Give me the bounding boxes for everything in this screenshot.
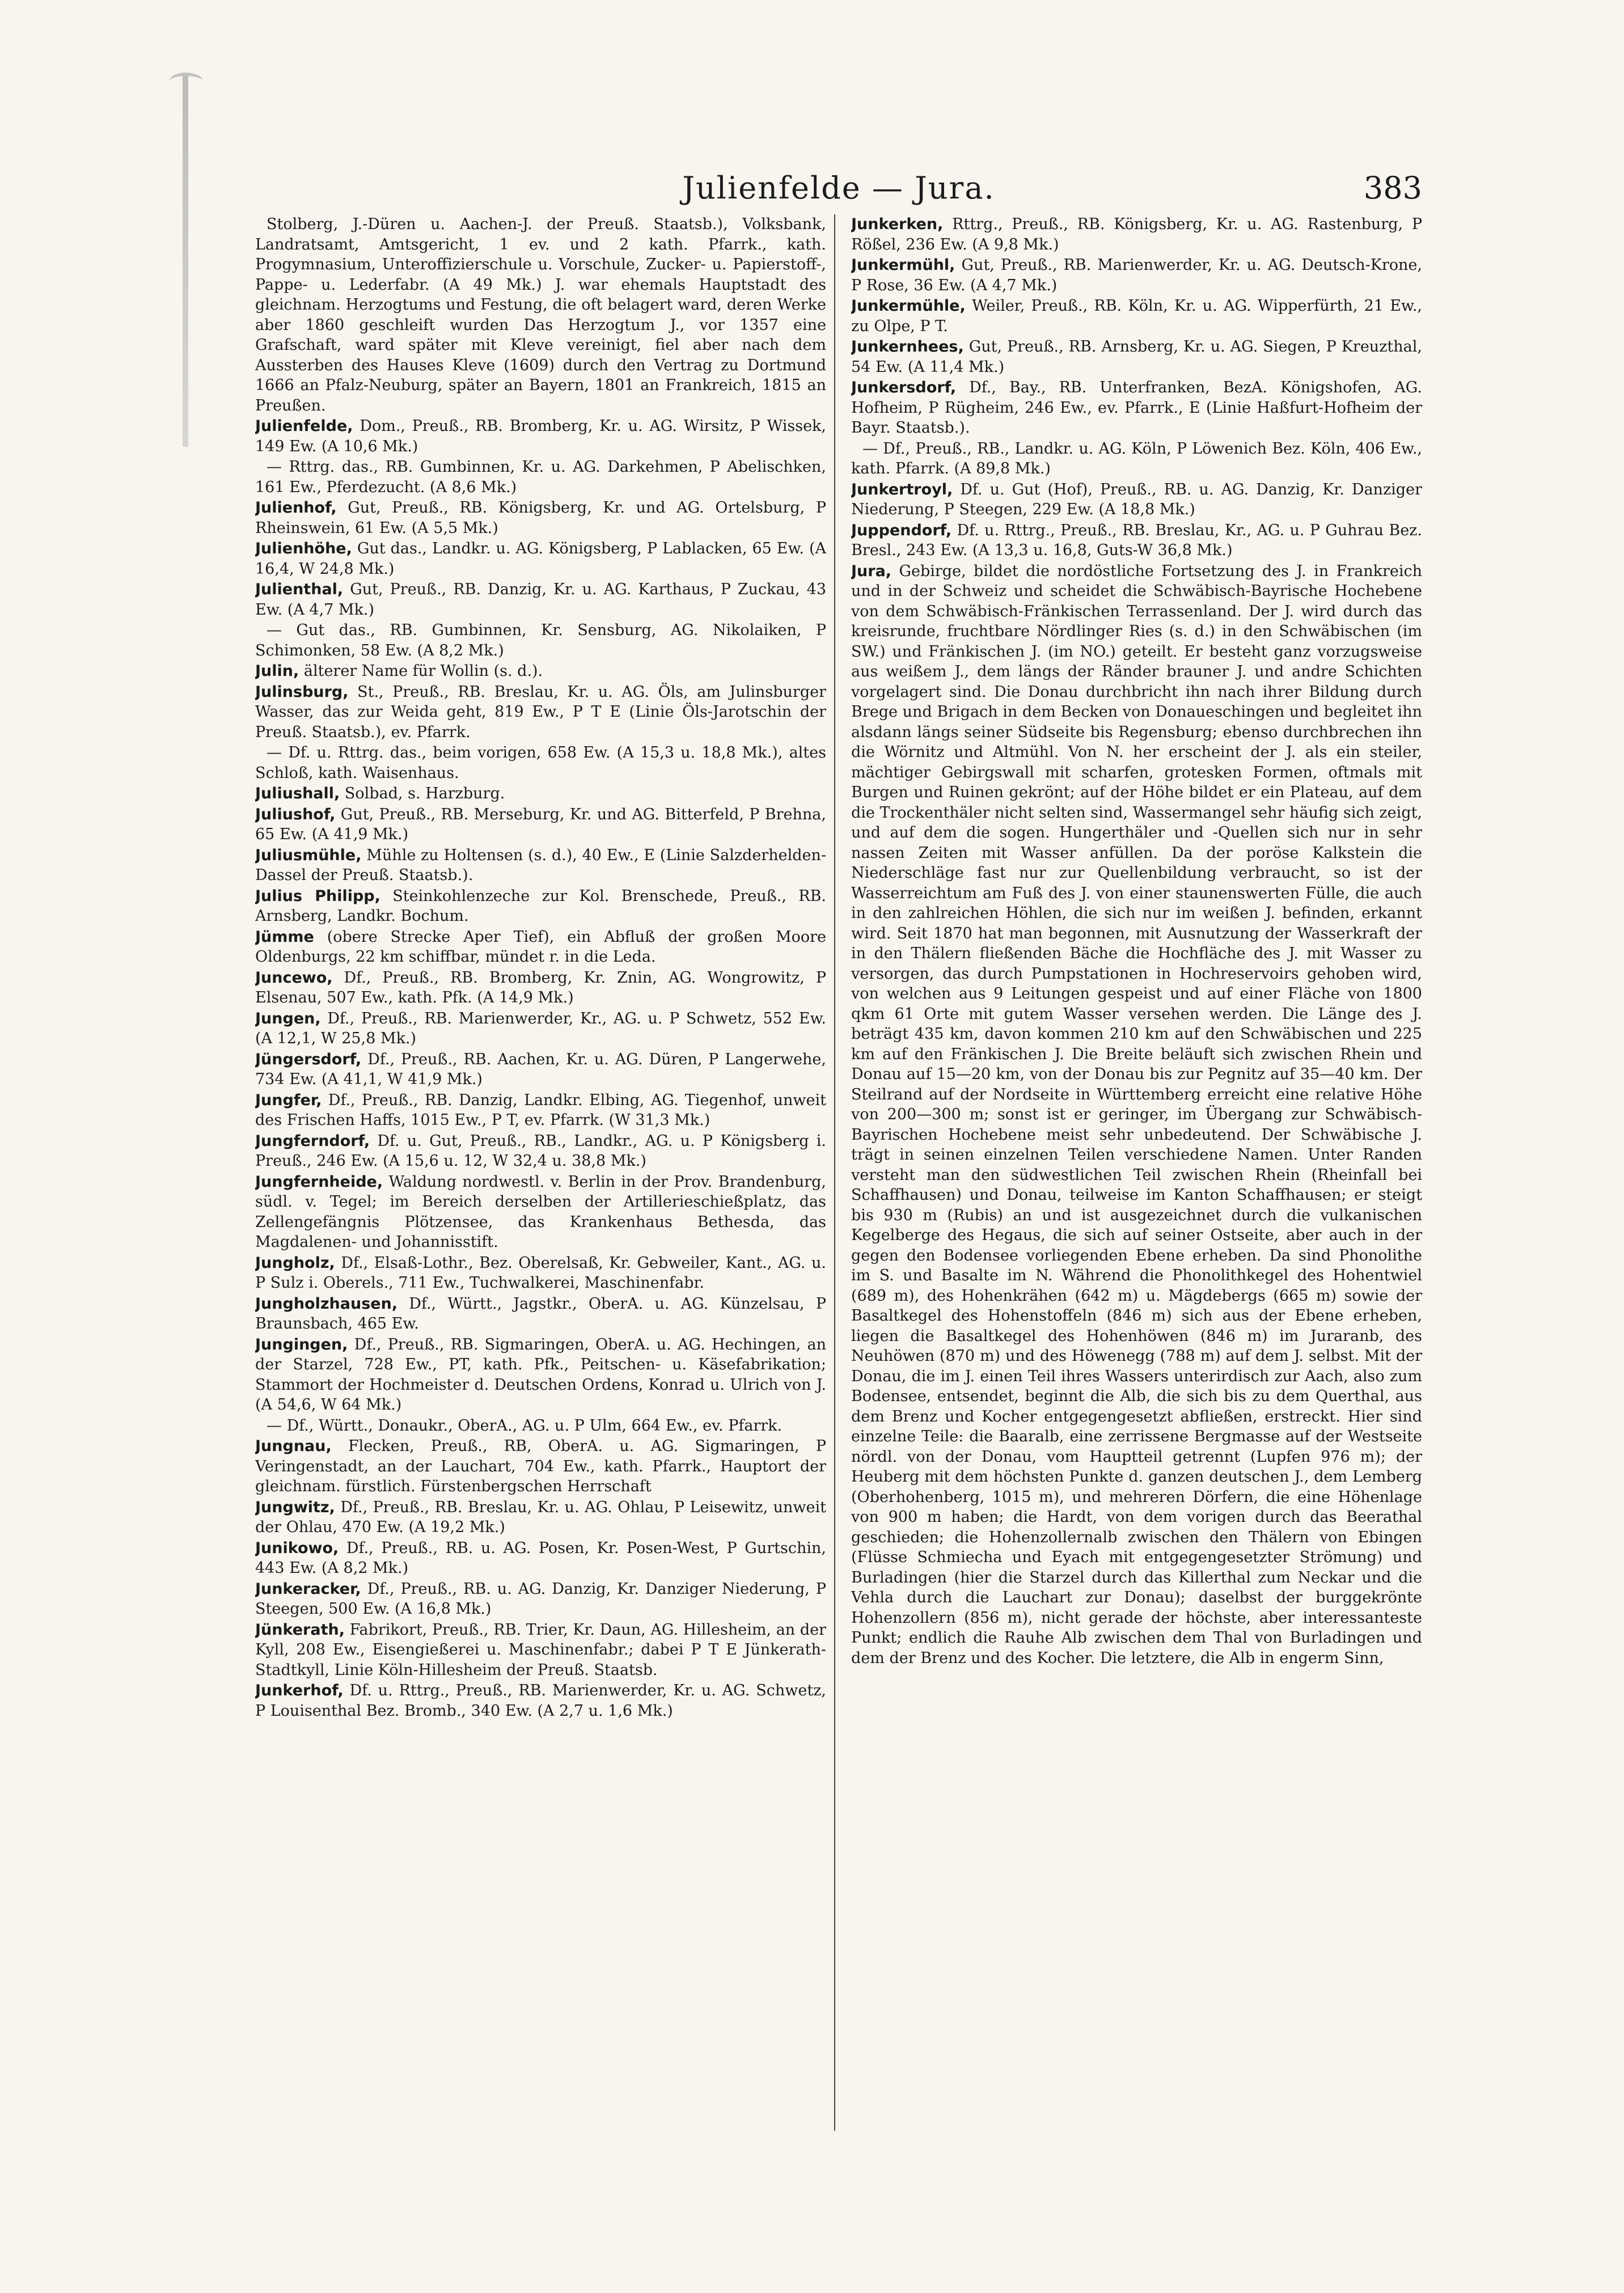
entry-text: — Df., Preuß., RB., Landkr. u. AG. Köln, P Löwenich Bez. Köln, 406 Ew., kath. Pfarrk. (A 89,8 Mk.) bbox=[851, 439, 1422, 477]
scan-edge-mark bbox=[183, 73, 188, 447]
entry-text: Df., Preuß., RB. u. AG. Posen, Kr. Posen-West, P Gurtschin, 443 Ew. (A 8,2 Mk.) bbox=[255, 1539, 826, 1577]
dictionary-entry bbox=[255, 784, 826, 804]
entry-headword: Junkermühl, bbox=[851, 256, 955, 274]
entry-headword: Jünkerath, bbox=[255, 1621, 345, 1639]
entry-text: Df., Württ., Jagstkr., OberA. u. AG. Künzelsau, P Braunsbach, 465 Ew. bbox=[255, 1294, 826, 1332]
entry-headword: Jungholzhausen, bbox=[255, 1294, 398, 1313]
entry-text: Gebirge, bildet die nordöstliche Fortsetzung des J. in Frankreich und in der Schweiz und scheidet die Schwäbisch-Bayrische Hochebene von dem Schwäbisch-Fränkischen Terrassenland. Der J. wird durch das kreisrunde, fruchtbare Nördlinger Ries (s. d.) in den Schwäbischen (im SW.) und Fränkischen J. (im NO.) geteilt. Er besteht ganz vorzugsweise aus weißem J., dem längs der Ränder brauner J. und andre Schichten vorgelagert sind. Die Donau durchbricht ihn nach ihrer Bildung durch Brege und Brigach in dem Becken von Donaueschingen und begleitet ihn alsdann längs seiner Südseite bis Regensburg; ebenso durchbrechen ihn die Wörnitz und Altmühl. Von N. her erscheint der J. als ein steiler, mächtiger Gebirgswall mit scharfen, grotesken Formen, oftmals mit Burgen und Ruinen gekrönt; auf der Höhe bildet er ein Plateau, auf dem die Trockenthäler nicht selten sind, Wassermangel sehr häufig sich zeigt, und auf dem die sogen. Hungerthäler und -Quellen sich nur in sehr nassen Zeiten mit Wasser anfüllen. Da der poröse Kalkstein die Niederschläge fast nur zur Quellenbildung verbraucht, so ist der Wasserreichtum am Fuß des J. von einer staunenswerten Fülle, die auch in den zahlreichen Höhlen, die sich nur im weißen J. befinden, erkannt wird. Seit 1870 hat man begonnen, mit Ausnutzung der Wasserkraft der in den Thälern fließenden Bäche die Hochfläche des J. mit Wasser zu versorgen, das durch Pumpstationen in Hochreservoirs gehoben wird, von welchen aus 9 Leitungen gespeist und auf einer Fläche von 1800 qkm 61 Orte mit gutem Wasser versehen werden. Die Länge des J. beträgt 435 km, davon kommen 210 km auf den Schwäbischen und 225 km auf den Fränkischen J. Die Breite beläuft sich zwischen Rhein und Donau auf 15—20 km, von der Donau bis zur Pegnitz auf 35—40 km. Der Steilrand auf der Nordseite in Württemberg erreicht eine relative Höhe von 200—300 m; sonst ist er geringer, im Übergang zur Schwäbisch-Bayrischen Hochebene meist sehr unbedeutend. Der Schwäbische J. trägt in seinen einzelnen Teilen verschiedene Namen. Unter Randen versteht man den südwestlichen Teil zwischen Rhein (Rheinfall bei Schaffhausen) und Donau, teilweise im Kanton Schaffhausen; er steigt bis 930 m (Rubis) an und ist ausgezeichnet durch die vulkanischen Kegelberge des Hegaus, die sich auf seiner Ostseite, aber auch in der gegen den Bodensee vorliegenden Ebene erheben. Da sind Phonolithe im S. und Basalte im N. Während die Phonolithkegel des Hohentwiel (689 m), des Hohenkrähen (642 m) u. Mägdebergs (665 m) sowie der Basaltkegel des Hohenstoffeln (846 m) sich aus der Ebene erheben, liegen die Basaltkegel des Hohenhöwen (846 m) im Juraranb, des Neuhöwen (870 m) und des Höwenegg (788 m) auf dem J. selbst. Mit der Donau, die im J. einen Teil ihres Wassers unterirdisch zur Aach, also zum Bodensee, entsendet, beginnt die Alb, die sich bis zu dem Querthal, aus dem Brenz und Kocher entgegengesetzt abfließen, erstreckt. Hier sind einzelne Teile: die Baaralb, eine zerrissene Bergmasse auf der Westseite nördl. von der Donau, vom Hauptteil getrennt (Lupfen 976 m); der Heuberg mit dem höchsten Punkte d. ganzen deutschen J., dem Lemberg (Oberhohenberg, 1015 m), und mehreren Dörfern, die eine Höhenlage von 900 m haben; die Hardt, von dem vorigen durch das Beerathal geschieden; die Hohenzollernalb zwischen den Thälern von Ebingen (Flüsse Schmiecha und Eyach mit entgegengesetzter Strömung) und Burladingen (hier die Starzel durch das Killerthal zum Neckar und die Vehla durch die Lauchart zur Donau); daselbst der burggekrönte Hohenzollern (856 m), nicht gerade der höchste, aber interessanteste Punkt; endlich die Rauhe Alb zwischen dem Thal von Burladingen und dem der Brenz und des Kocher. Die letztere, die Alb in engerm Sinn, bbox=[851, 562, 1422, 1667]
entry-headword: Julienhof, bbox=[255, 499, 337, 517]
entry-text: Rttrg., Preuß., RB. Königsberg, Kr. u. AG. Rastenburg, P Rößel, 236 Ew. (A 9,8 Mk.) bbox=[851, 215, 1422, 253]
entry-text: Waldung nordwestl. v. Berlin in der Prov. Brandenburg, südl. v. Tegel; im Bereich derselben der Artillerieschießplatz, das Zellengefängnis Plötzensee, das Krankenhaus Bethesda, das Magdalenen- und Johannisstift. bbox=[255, 1173, 826, 1251]
entry-headword: Juliushall, bbox=[255, 785, 340, 802]
entry-headword: Jungfernheide, bbox=[255, 1173, 383, 1191]
entry-text: Df., Bay., RB. Unterfranken, BezA. Königshofen, AG. Hofheim, P Rügheim, 246 Ew., ev. Pfarrk., E (Linie Haßfurt-Hofheim der Bayr. Staatsb.). bbox=[851, 379, 1422, 437]
entry-text: — Df., Württ., Donaukr., OberA., AG. u. P Ulm, 664 Ew., ev. Pfarrk. bbox=[267, 1416, 783, 1435]
dictionary-entry bbox=[851, 296, 1422, 336]
text-columns bbox=[255, 214, 1422, 2131]
page-header bbox=[255, 170, 1422, 221]
entry-text: Df. u. Rttrg., Preuß., RB. Marienwerder, Kr. u. AG. Schwetz, P Louisenthal Bez. Bromb., 340 Ew. (A 2,7 u. 1,6 Mk.) bbox=[255, 1682, 827, 1720]
right-column bbox=[851, 214, 1422, 2131]
entry-text: Gut, Preuß., RB. Danzig, Kr. u. AG. Karthaus, P Zuckau, 43 Ew. (A 4,7 Mk.) bbox=[255, 581, 826, 619]
entry-headword: Juppendorf, bbox=[851, 521, 952, 539]
dictionary-entry bbox=[255, 927, 826, 967]
entry-text: Df. u. Gut (Hof), Preuß., RB. u. AG. Danzig, Kr. Danziger Niederung, P Steegen, 229 Ew. (A 18,8 Mk.) bbox=[851, 480, 1422, 518]
dictionary-entry bbox=[255, 1131, 826, 1171]
entry-headword: Jura, bbox=[851, 562, 892, 580]
dictionary-entry bbox=[255, 416, 826, 456]
dictionary-entry bbox=[255, 1538, 826, 1579]
entry-text: Steinkohlenzeche zur Kol. Brenschede, Preuß., RB. Arnsberg, Landkr. Bochum. bbox=[255, 887, 826, 925]
dictionary-entry bbox=[255, 805, 826, 845]
dictionary-entry bbox=[255, 743, 826, 783]
entry-headword: Jungferndorf, bbox=[255, 1132, 370, 1150]
dictionary-entry bbox=[255, 579, 826, 620]
entry-text: Df., Elsaß-Lothr., Bez. Oberelsaß, Kr. Gebweiler, Kant., AG. u. P Sulz i. Oberels., 711 Ew., Tuchwalkerei, Maschinenfabr. bbox=[255, 1254, 826, 1292]
dictionary-entry bbox=[851, 378, 1422, 438]
entry-headword: Juliushof, bbox=[255, 805, 336, 823]
dictionary-entry bbox=[851, 214, 1422, 255]
entry-headword: Junkersdorf, bbox=[851, 379, 957, 396]
entry-text: Solbad, s. Harzburg. bbox=[344, 785, 505, 802]
entry-text: Df., Preuß., RB. Aachen, Kr. u. AG. Düren, P Langerwehe, 734 Ew. (A 41,1, W 41,9 Mk.) bbox=[255, 1050, 826, 1088]
entry-text: Gut, Preuß., RB. Arnsberg, Kr. u. AG. Siegen, P Kreuzthal, 54 Ew. (A 11,4 Mk.) bbox=[851, 338, 1422, 376]
entry-text: Df., Preuß., RB. Sigmaringen, OberA. u. AG. Hechingen, an der Starzel, 728 Ew., PT, kath. Pfk., Peitschen- u. Käsefabrikation; Stammort der Hochmeister d. Deutschen Ordens, Konrad u. Ulrich von J. (A 54,6, W 64 Mk.) bbox=[255, 1335, 826, 1414]
entry-text: Weiler, Preuß., RB. Köln, Kr. u. AG. Wipperfürth, 21 Ew., zu Olpe, P T. bbox=[851, 297, 1422, 335]
dictionary-entry bbox=[255, 1579, 826, 1619]
dictionary-entry bbox=[255, 1050, 826, 1090]
entry-headword: Jungnau, bbox=[255, 1437, 332, 1455]
dictionary-entry bbox=[851, 337, 1422, 377]
entry-text: älterer Name für Wollin (s. d.). bbox=[303, 662, 543, 680]
dictionary-entry bbox=[255, 539, 826, 579]
entry-text: Df., Preuß., RB. Bromberg, Kr. Znin, AG. Wongrowitz, P Elsenau, 507 Ew., kath. Pfk. (A 14,9 Mk.) bbox=[255, 968, 826, 1006]
entry-headword: Junkernhees, bbox=[851, 338, 964, 356]
entry-headword: Julienhöhe, bbox=[255, 540, 352, 557]
dictionary-entry bbox=[255, 845, 826, 886]
entry-text: (obere Strecke Aper Tief), ein Abfluß der großen Moore Oldenburgs, 22 km schiffbar, mündet r. in die Leda. bbox=[255, 928, 826, 966]
entry-text: Stolberg, J.-Düren u. Aachen-J. der Preuß. Staatsb.), Volksbank, Landratsamt, Amtsgericht, 1 ev. und 2 kath. Pfarrk., kath. Progymnasium, Unteroffizierschule u. Vorschule, Zucker- u. Papierstoff-, Pappe- u. Lederfabr. (A 49 Mk.) J. war ehemals Hauptstadt des gleichnam. Herzogtums und Festung, die oft belagert ward, deren Werke aber 1860 geschleift wurden Das Herzogtum J., vor 1357 eine Grafschaft, ward später mit Kleve vereinigt, fiel aber nach dem Aussterben des Hauses Kleve (1609) durch den Vertrag zu Dortmund 1666 an Pfalz-Neuburg, später an Bayern, 1801 an Frankreich, 1815 an Preußen. bbox=[255, 215, 826, 414]
entry-text: Df., Preuß., RB. u. AG. Danzig, Kr. Danziger Niederung, P Steegen, 500 Ew. (A 16,8 Mk.) bbox=[255, 1580, 826, 1618]
dictionary-entry bbox=[255, 661, 826, 682]
entry-headword: Jungfer, bbox=[255, 1091, 322, 1109]
entry-headword: Julius Philipp, bbox=[255, 887, 380, 905]
entry-headword: Julienfelde, bbox=[255, 417, 353, 435]
entry-text: Df., Preuß., RB. Danzig, Landkr. Elbing, AG. Tiegenhof, unweit des Frischen Haffs, 1015 Ew., P T, ev. Pfarrk. (W 31,3 Mk.) bbox=[255, 1091, 826, 1129]
page-number: 383 bbox=[1363, 170, 1422, 206]
entry-headword: Jungingen, bbox=[255, 1335, 348, 1353]
entry-text: Dom., Preuß., RB. Bromberg, Kr. u. AG. Wirsitz, P Wissek, 149 Ew. (A 10,6 Mk.) bbox=[255, 417, 826, 455]
entry-headword: Jungwitz, bbox=[255, 1498, 335, 1516]
running-head: Julienfelde — Jura. bbox=[682, 170, 995, 206]
dictionary-entry bbox=[255, 886, 826, 926]
entry-text: Gut, Preuß., RB. Marienwerder, Kr. u. AG. Deutsch-Krone, P Rose, 36 Ew. (A 4,7 Mk.) bbox=[851, 256, 1422, 294]
dictionary-entry bbox=[255, 1681, 826, 1721]
dictionary-entry bbox=[255, 498, 826, 538]
entry-text: St., Preuß., RB. Breslau, Kr. u. AG. Öls, am Julinsburger Wasser, das zur Weida geht, 819 Ew., P T E (Linie Öls-Jarotschin der Preuß. Staatsb.), ev. Pfarrk. bbox=[255, 683, 826, 741]
entry-headword: Junikowo, bbox=[255, 1539, 339, 1557]
dictionary-entry bbox=[255, 1335, 826, 1415]
dictionary-entry bbox=[255, 1009, 826, 1049]
dictionary-entry bbox=[255, 1620, 826, 1681]
dictionary-entry bbox=[255, 968, 826, 1008]
entry-headword: Julinsburg, bbox=[255, 683, 349, 701]
dictionary-entry bbox=[255, 1436, 826, 1497]
entry-headword: Jungen, bbox=[255, 1009, 321, 1027]
dictionary-entry bbox=[255, 1253, 826, 1293]
dictionary-entry bbox=[851, 255, 1422, 295]
entry-text: Df., Preuß., RB. Marienwerder, Kr., AG. u. P Schwetz, 552 Ew. (A 12,1, W 25,8 Mk.) bbox=[255, 1009, 826, 1047]
entry-text: — Gut das., RB. Gumbinnen, Kr. Sensburg, AG. Nikolaiken, P Schimonken, 58 Ew. (A 8,2 Mk.) bbox=[255, 621, 826, 659]
dictionary-entry bbox=[255, 1294, 826, 1334]
dictionary-entry bbox=[255, 1416, 826, 1436]
entry-headword: Julienthal, bbox=[255, 581, 344, 598]
entry-headword: Jungholz, bbox=[255, 1254, 335, 1272]
dictionary-entry bbox=[255, 1172, 826, 1253]
entry-headword: Julin, bbox=[255, 662, 299, 680]
entry-text: Fabrikort, Preuß., RB. Trier, Kr. Daun, AG. Hillesheim, an der Kyll, 208 Ew., Eisengießerei u. Maschinenfabr.; dabei P T E Jünkerath-Stadtkyll, Linie Köln-Hillesheim der Preuß. Staatsb. bbox=[255, 1621, 826, 1679]
entry-text: — Rttrg. das., RB. Gumbinnen, Kr. u. AG. Darkehmen, P Abelischken, 161 Ew., Pferdezucht. (A 8,6 Mk.) bbox=[255, 458, 826, 496]
entry-headword: Juncewo, bbox=[255, 968, 333, 987]
entry-text: — Df. u. Rttrg. das., beim vorigen, 658 Ew. (A 15,3 u. 18,8 Mk.), altes Schloß, kath. Waisenhaus. bbox=[255, 744, 826, 782]
entry-text: Gut, Preuß., RB. Königsberg, Kr. und AG. Ortelsburg, P Rheinswein, 61 Ew. (A 5,5 Mk.) bbox=[255, 499, 826, 537]
entry-headword: Jümme bbox=[255, 928, 314, 946]
entry-headword: Jüngersdorf, bbox=[255, 1050, 362, 1068]
dictionary-entry bbox=[851, 561, 1422, 1669]
dictionary-entry bbox=[255, 457, 826, 497]
dictionary-entry bbox=[255, 682, 826, 743]
entry-text: Df. u. Gut, Preuß., RB., Landkr., AG. u. P Königsberg i. Preuß., 246 Ew. (A 15,6 u. 12, W 32,4 u. 38,8 Mk.) bbox=[255, 1132, 826, 1170]
entry-text: Gut das., Landkr. u. AG. Königsberg, P Lablacken, 65 Ew. (A 16,4, W 24,8 Mk.) bbox=[255, 540, 826, 578]
dictionary-entry bbox=[255, 1497, 826, 1538]
dictionary-entry bbox=[851, 480, 1422, 520]
dictionary-entry bbox=[255, 1090, 826, 1131]
entry-headword: Junkerken, bbox=[851, 215, 944, 233]
entry-text: Df., Preuß., RB. Breslau, Kr. u. AG. Ohlau, P Leisewitz, unweit der Ohlau, 470 Ew. (A 19,2 Mk.) bbox=[255, 1498, 826, 1536]
entry-text: Gut, Preuß., RB. Merseburg, Kr. und AG. Bitterfeld, P Brehna, 65 Ew. (A 41,9 Mk.) bbox=[255, 805, 826, 843]
entry-headword: Junkertroyl, bbox=[851, 480, 953, 498]
entry-headword: Junkermühle, bbox=[851, 297, 966, 315]
entry-text: Mühle zu Holtensen (s. d.), 40 Ew., E (Linie Salzderhelden-Dassel der Preuß. Staatsb.). bbox=[255, 846, 827, 884]
dictionary-entry bbox=[255, 214, 826, 416]
entry-text: Flecken, Preuß., RB, OberA. u. AG. Sigmaringen, P Veringenstadt, an der Lauchart, 704 Ew., kath. Pfarrk., Hauptort der gleichnam. fürstlich. Fürstenbergschen Herrschaft bbox=[255, 1437, 826, 1495]
dictionary-entry bbox=[255, 620, 826, 661]
dictionary-entry bbox=[851, 521, 1422, 561]
dictionary-entry bbox=[851, 439, 1422, 479]
entry-headword: Junkeracker, bbox=[255, 1580, 361, 1598]
entry-headword: Junkerhof, bbox=[255, 1682, 344, 1699]
entry-headword: Juliusmühle, bbox=[255, 846, 362, 864]
left-column bbox=[255, 214, 835, 2131]
entry-text: Df. u. Rttrg., Preuß., RB. Breslau, Kr., AG. u. P Guhrau Bez. Bresl., 243 Ew. (A 13,3 u. 16,8, Guts-W 36,8 Mk.) bbox=[851, 521, 1422, 559]
